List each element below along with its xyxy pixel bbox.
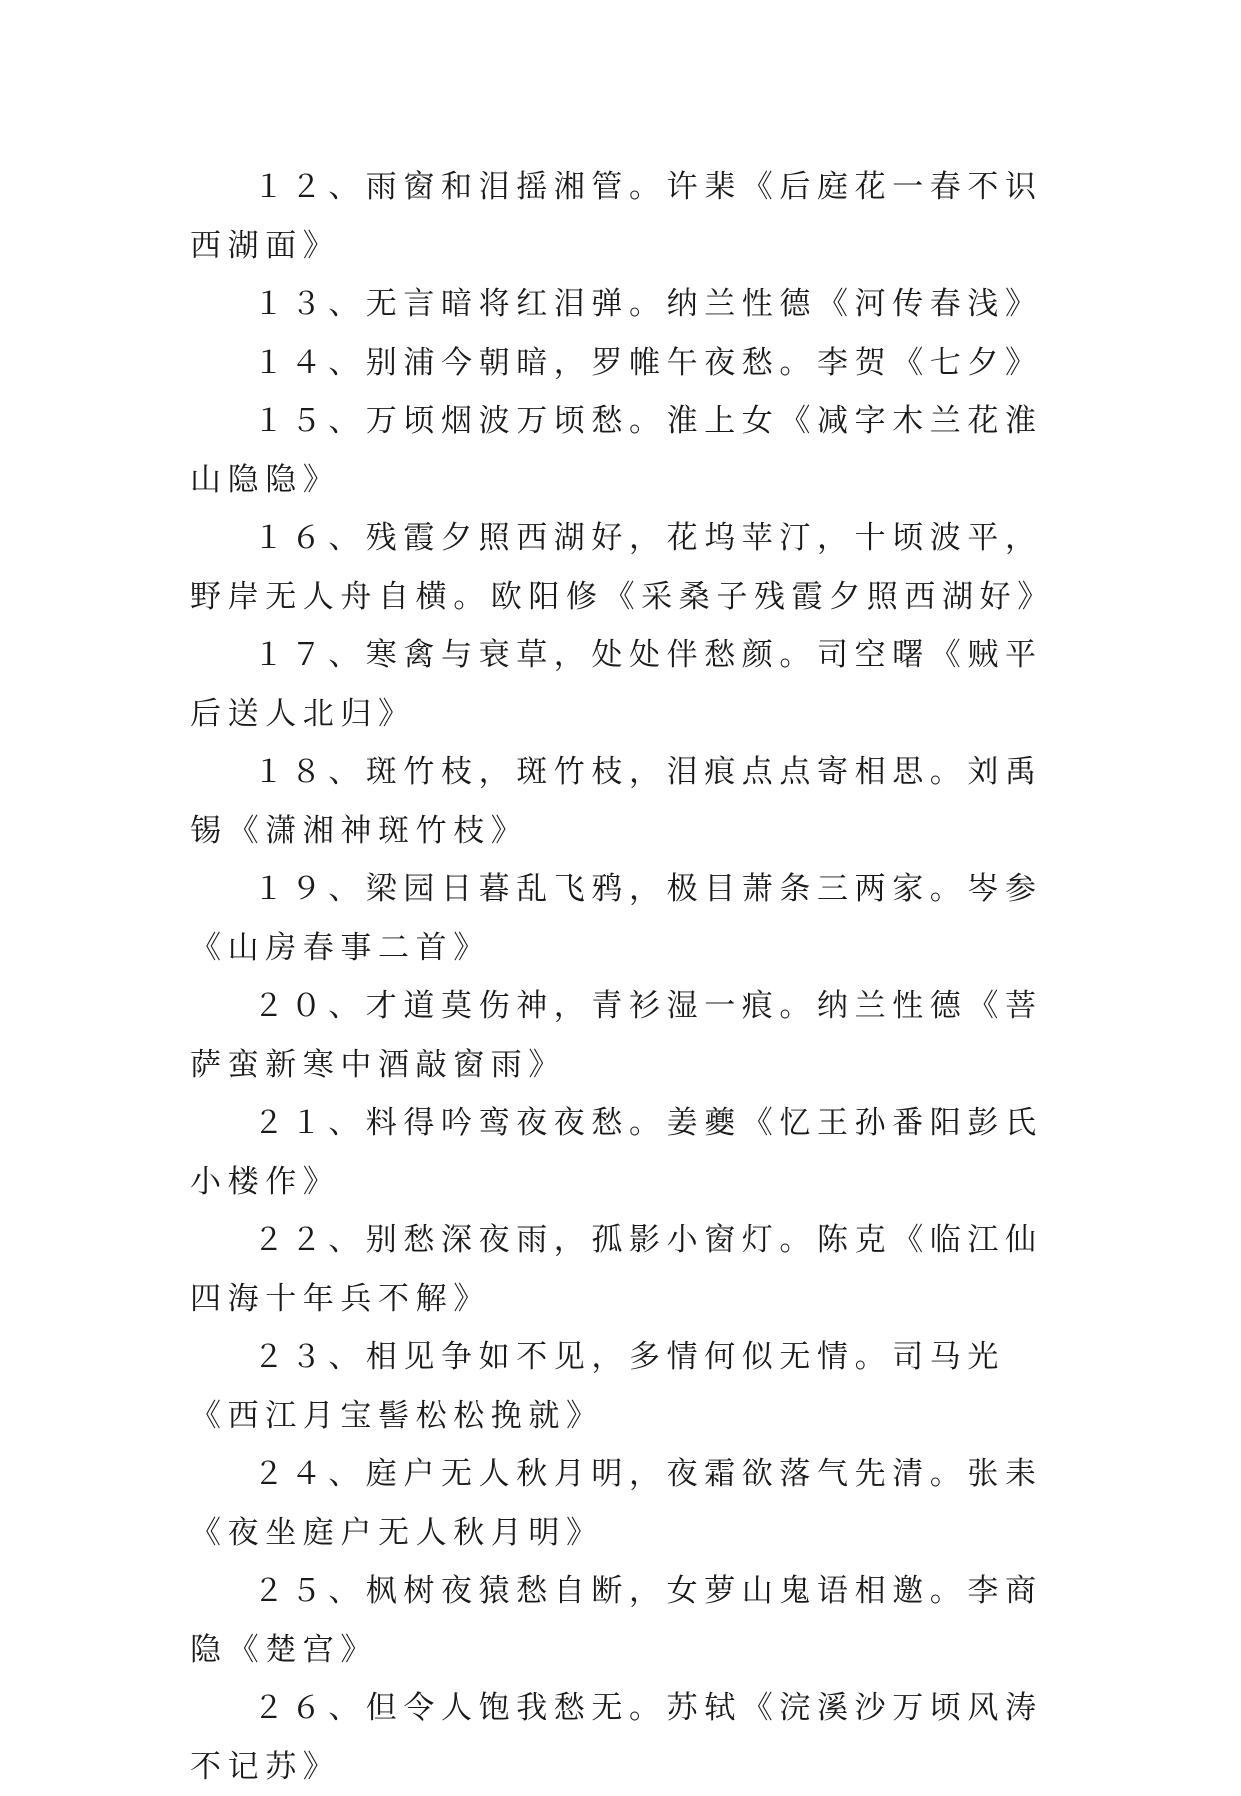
poem-line-21: ２１、料得吟鸾夜夜愁。姜夔《忆王孙番阳彭氏小楼作》 (190, 1105, 1043, 1200)
poem-line-14: １４、别浦今朝暗，罗帷午夜愁。李贺《七夕》 (253, 344, 1043, 381)
poem-line-26: ２６、但令人饱我愁无。苏轼《浣溪沙万顷风涛不记苏》 (190, 1690, 1043, 1785)
poem-line-22: ２２、别愁深夜雨，孤影小窗灯。陈克《临江仙四海十年兵不解》 (190, 1222, 1043, 1317)
poem-line-12: １２、雨窗和泪摇湘管。许棐《后庭花一春不识西湖面》 (190, 169, 1043, 264)
poem-line-15: １５、万顷烟波万顷愁。淮上女《减字木兰花淮山隐隐》 (190, 403, 1043, 498)
poem-line-18: １８、斑竹枝，斑竹枝，泪痕点点寄相思。刘禹锡《潇湘神斑竹枝》 (190, 754, 1043, 849)
poem-line-23: ２３、相见争如不见，多情何似无情。司马光《西江月宝髻松松挽就》 (190, 1339, 1005, 1434)
poem-line-25: ２５、枫树夜猿愁自断，女萝山鬼语相邀。李商隐《楚宫》 (190, 1573, 1043, 1668)
poem-line-24: ２４、庭户无人秋月明，夜霜欲落气先清。张耒《夜坐庭户无人秋月明》 (190, 1456, 1043, 1551)
document-body (190, 158, 1075, 1796)
poem-line-13: １３、无言暗将红泪弹。纳兰性德《河传春浅》 (253, 286, 1043, 322)
poem-line-20: ２０、才道莫伤神，青衫湿一痕。纳兰性德《菩萨蛮新寒中酒敲窗雨》 (190, 988, 1043, 1083)
poem-line-16: １６、残霞夕照西湖好，花坞苹汀，十顷波平，野岸无人舟自横。欧阳修《采桑子残霞夕照西湖好》 (190, 520, 1055, 615)
poem-line-17: １７、寒禽与衰草，处处伴愁颜。司空曙《贼平后送人北归》 (190, 637, 1043, 732)
poem-line-19: １９、梁园日暮乱飞鸦，极目萧条三两家。岑参《山房春事二首》 (190, 871, 1043, 966)
